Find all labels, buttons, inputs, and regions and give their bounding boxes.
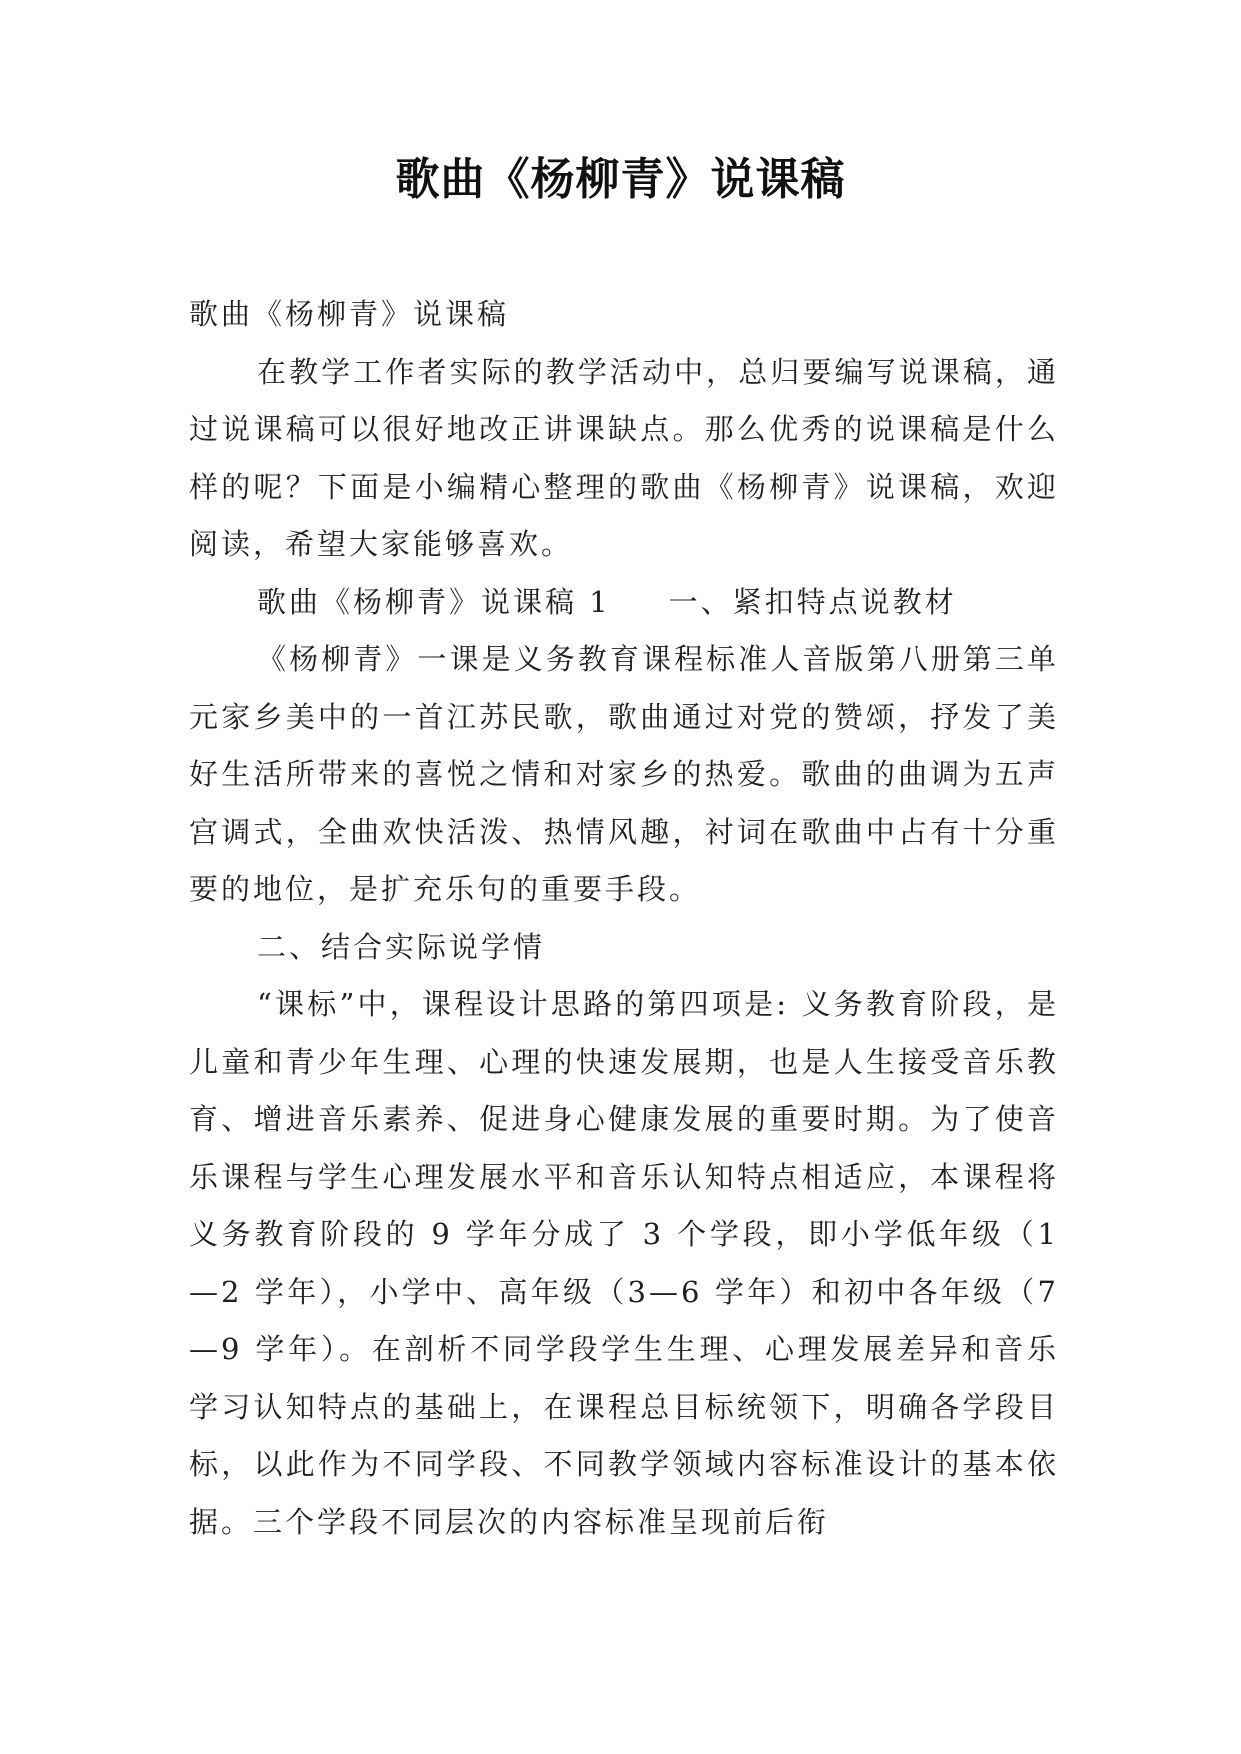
document-body	[189, 286, 1059, 1551]
curriculum-paragraph: “课标”中，课程设计思路的第四项是: 义务教育阶段，是儿童和青少年生理、心理的快速发展期，也是人生接受音乐教育、增进音乐素养、促进身心健康发展的重要时期。为了使音乐课程与学生心理发展水平和音乐认知特点相适应，本课程将义务教育阶段的 9 学年分成了 3 个学段，即小学低年级（1—2 学年），小学中、高年级（3—6 学年）和初中各年级（7—9 学年）。在剖析不同学段学生生理、心理发展差异和音乐学习认知特点的基础上，在课程总目标统领下，明确各学段目标，以此作为不同学段、不同教学领域内容标准设计的基本依据。三个学段不同层次的内容标准呈现前后衔	[189, 987, 1059, 1539]
intro-paragraph: 在教学工作者实际的教学活动中，总归要编写说课稿，通过说课稿可以很好地改正讲课缺点。那么优秀的说课稿是什么样的呢？下面是小编精心整理的歌曲《杨柳青》说课稿，欢迎阅读，希望大家能够喜欢。	[189, 354, 1059, 561]
document-title: 歌曲《杨柳青》说课稿	[395, 154, 846, 205]
subtitle-paragraph: 歌曲《杨柳青》说课稿	[189, 297, 510, 331]
section-heading: 一、紧扣特点说教材	[668, 584, 957, 619]
section-heading-2: 二、结合实际说学情	[257, 929, 546, 964]
textbook-paragraph: 《杨柳青》一课是义务教育课程标准人音版第八册第三单元家乡美中的一首江苏民歌，歌曲通过对党的赞颂，抒发了美好生活所带来的喜悦之情和对家乡的热爱。歌曲的曲调为五声宫调式，全曲欢快活泼、热情风趣，衬词在歌曲中占有十分重要的地位，是扩充乐句的重要手段。	[189, 642, 1059, 906]
lesson-heading: 歌曲《杨柳青》说课稿 1	[257, 584, 611, 619]
section-heading-paragraph	[189, 574, 1059, 632]
